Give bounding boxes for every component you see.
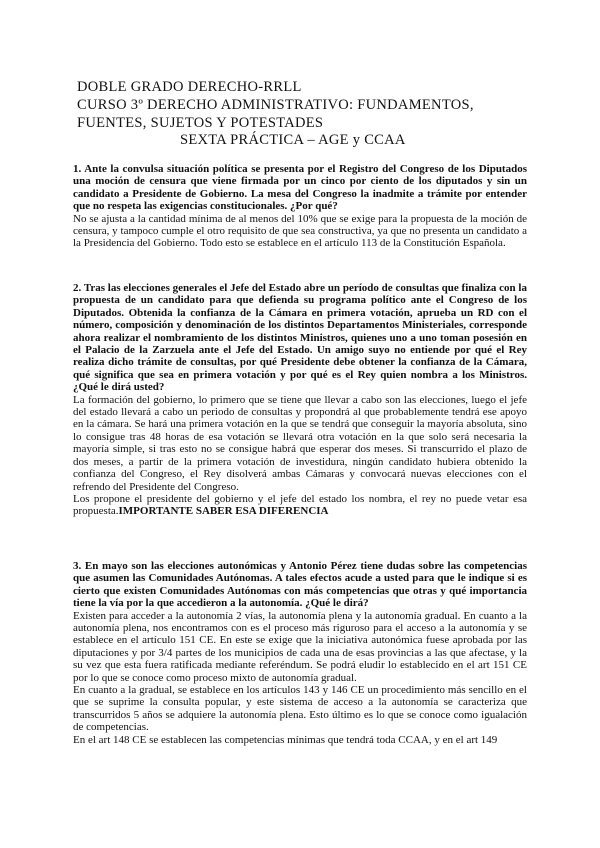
answer-2-final xyxy=(73,493,527,518)
answer-1: No se ajusta a la cantidad mínima de al menos del 10% que se exige para la propuesta de la moción de censura, y tampoco cumple el otro requisito de que sea constructiva, ya que no presenta un candidato a la Presidencia del Gobierno. Todo esto se establece en el artículo 113 de la Constitución Española. xyxy=(73,212,527,250)
answer-3-paragraph-2: En cuanto a la gradual, se establece en los artículos 143 y 146 CE un procedimiento más sencillo en el que se suprime la consulta popular, y este sistema de acceso a la autonomía se caracteriza que transcurridos 5 años se adquiere la autonomía plena. Esto último es lo que se conoce como igualación de competencias. xyxy=(73,684,527,734)
header-degree: DOBLE GRADO DERECHO-RRLL xyxy=(77,79,302,95)
header-practice: SEXTA PRÁCTICA – AGE y CCAA xyxy=(180,132,406,148)
answer-3-paragraph-3: En el art 148 CE se establecen las competencias mínimas que tendrá toda CCAA, y en el art 149 xyxy=(73,733,498,746)
answer-2-final-text: Los propone el presidente del gobierno y el jefe del estado los nombra, el rey no puede vetar esa propuesta. xyxy=(73,492,527,518)
question-3: 3. En mayo son las elecciones autonómicas y Antonio Pérez tiene dudas sobre las competencias que asumen las Comunidades Autónomas. A tales efectos acude a usted para que le indique si es cierto que existen Comunidades Autónomas con más competencias que otras y qué importancia tiene la vía por la que accedieron a la autonomía. ¿Qué le dirá? xyxy=(73,560,527,610)
answer-3-paragraph-1: Existen para acceder a la autonomía 2 vías, la autonomía plena y la autonomía gradual. En cuanto a la autonomía plena, nos encontramos con es el proceso más riguroso para el acceso a la autonomía y se establece en el artículo 151 CE. En este se exige que la iniciativa autonómica fuese aprobada por las diputaciones y por 3/4 partes de los municipios de cada una de esas provincias a las que afectase, y la su vez que esta fuera ratificada mediante referéndum. Se podrá eludir lo establecido en el art 151 CE por lo que se conoce como proceso mixto de autonomía gradual. xyxy=(73,609,527,684)
question-1: 1. Ante la convulsa situación política se presenta por el Registro del Congreso de los Diputados una moción de censura que viene firmada por un cinco por ciento de los diputados y sin un candidato a Presidente de Gobierno. La mesa del Congreso la inadmite a trámite por entender que no respeta las exigencias constitucionales. ¿Por qué? xyxy=(73,163,527,213)
section-1 xyxy=(73,163,527,250)
important-note: IMPORTANTE SABER ESA DIFERENCIA xyxy=(118,505,329,518)
section-3 xyxy=(73,560,527,746)
section-2 xyxy=(73,282,527,518)
header-course: CURSO 3º DERECHO ADMINISTRATIVO: FUNDAMENTOS, FUENTES, SUJETOS Y POTESTADES xyxy=(77,97,474,131)
question-2: 2. Tras las elecciones generales el Jefe del Estado abre un período de consultas que finaliza con la propuesta de un candidato para que defienda su programa político ante el Congreso de los Diputados. Obtenida la confianza de la Cámara en primera votación, aprueba un RD con el número, composición y denominación de los distintos Departamentos Ministeriales, corresponde ahora realizar el nombramiento de los distintos Ministros, quienes uno a uno toman posesión en el Palacio de la Zarzuela ante el Jefe del Estado. Un amigo suyo no entiende por qué el Rey realiza dicho trámite de consultas, por qué Presidente debe obtener la confianza de la Cámara, qué significa que sea en primera votación y por qué es el Rey quien nombra a los Ministros. ¿Qué le dirá usted? xyxy=(73,282,527,394)
answer-2: La formación del gobierno, lo primero que se tiene que llevar a cabo son las elecciones, luego el jefe del estado llevará a cabo un periodo de consultas y propondrá al que probablemente tendrá ese apoyo en la cámara. Se hará una primera votación en la que se tendrá que conseguir la mayoría absoluta, sino lo consigue tras 48 horas de esa votación se llevará otra votación en la que solo será necesaria la mayoría simple, si tras esto no se consigue habrá que esperar dos meses. Si transcurrido el plazo de dos meses, a partir de la primera votación de investidura, ningún candidato hubiera obtenido la confianza del Congreso, el Rey disolverá ambas Cámaras y convocará nuevas elecciones con el refrendo del Presidente del Congreso. xyxy=(73,393,527,493)
